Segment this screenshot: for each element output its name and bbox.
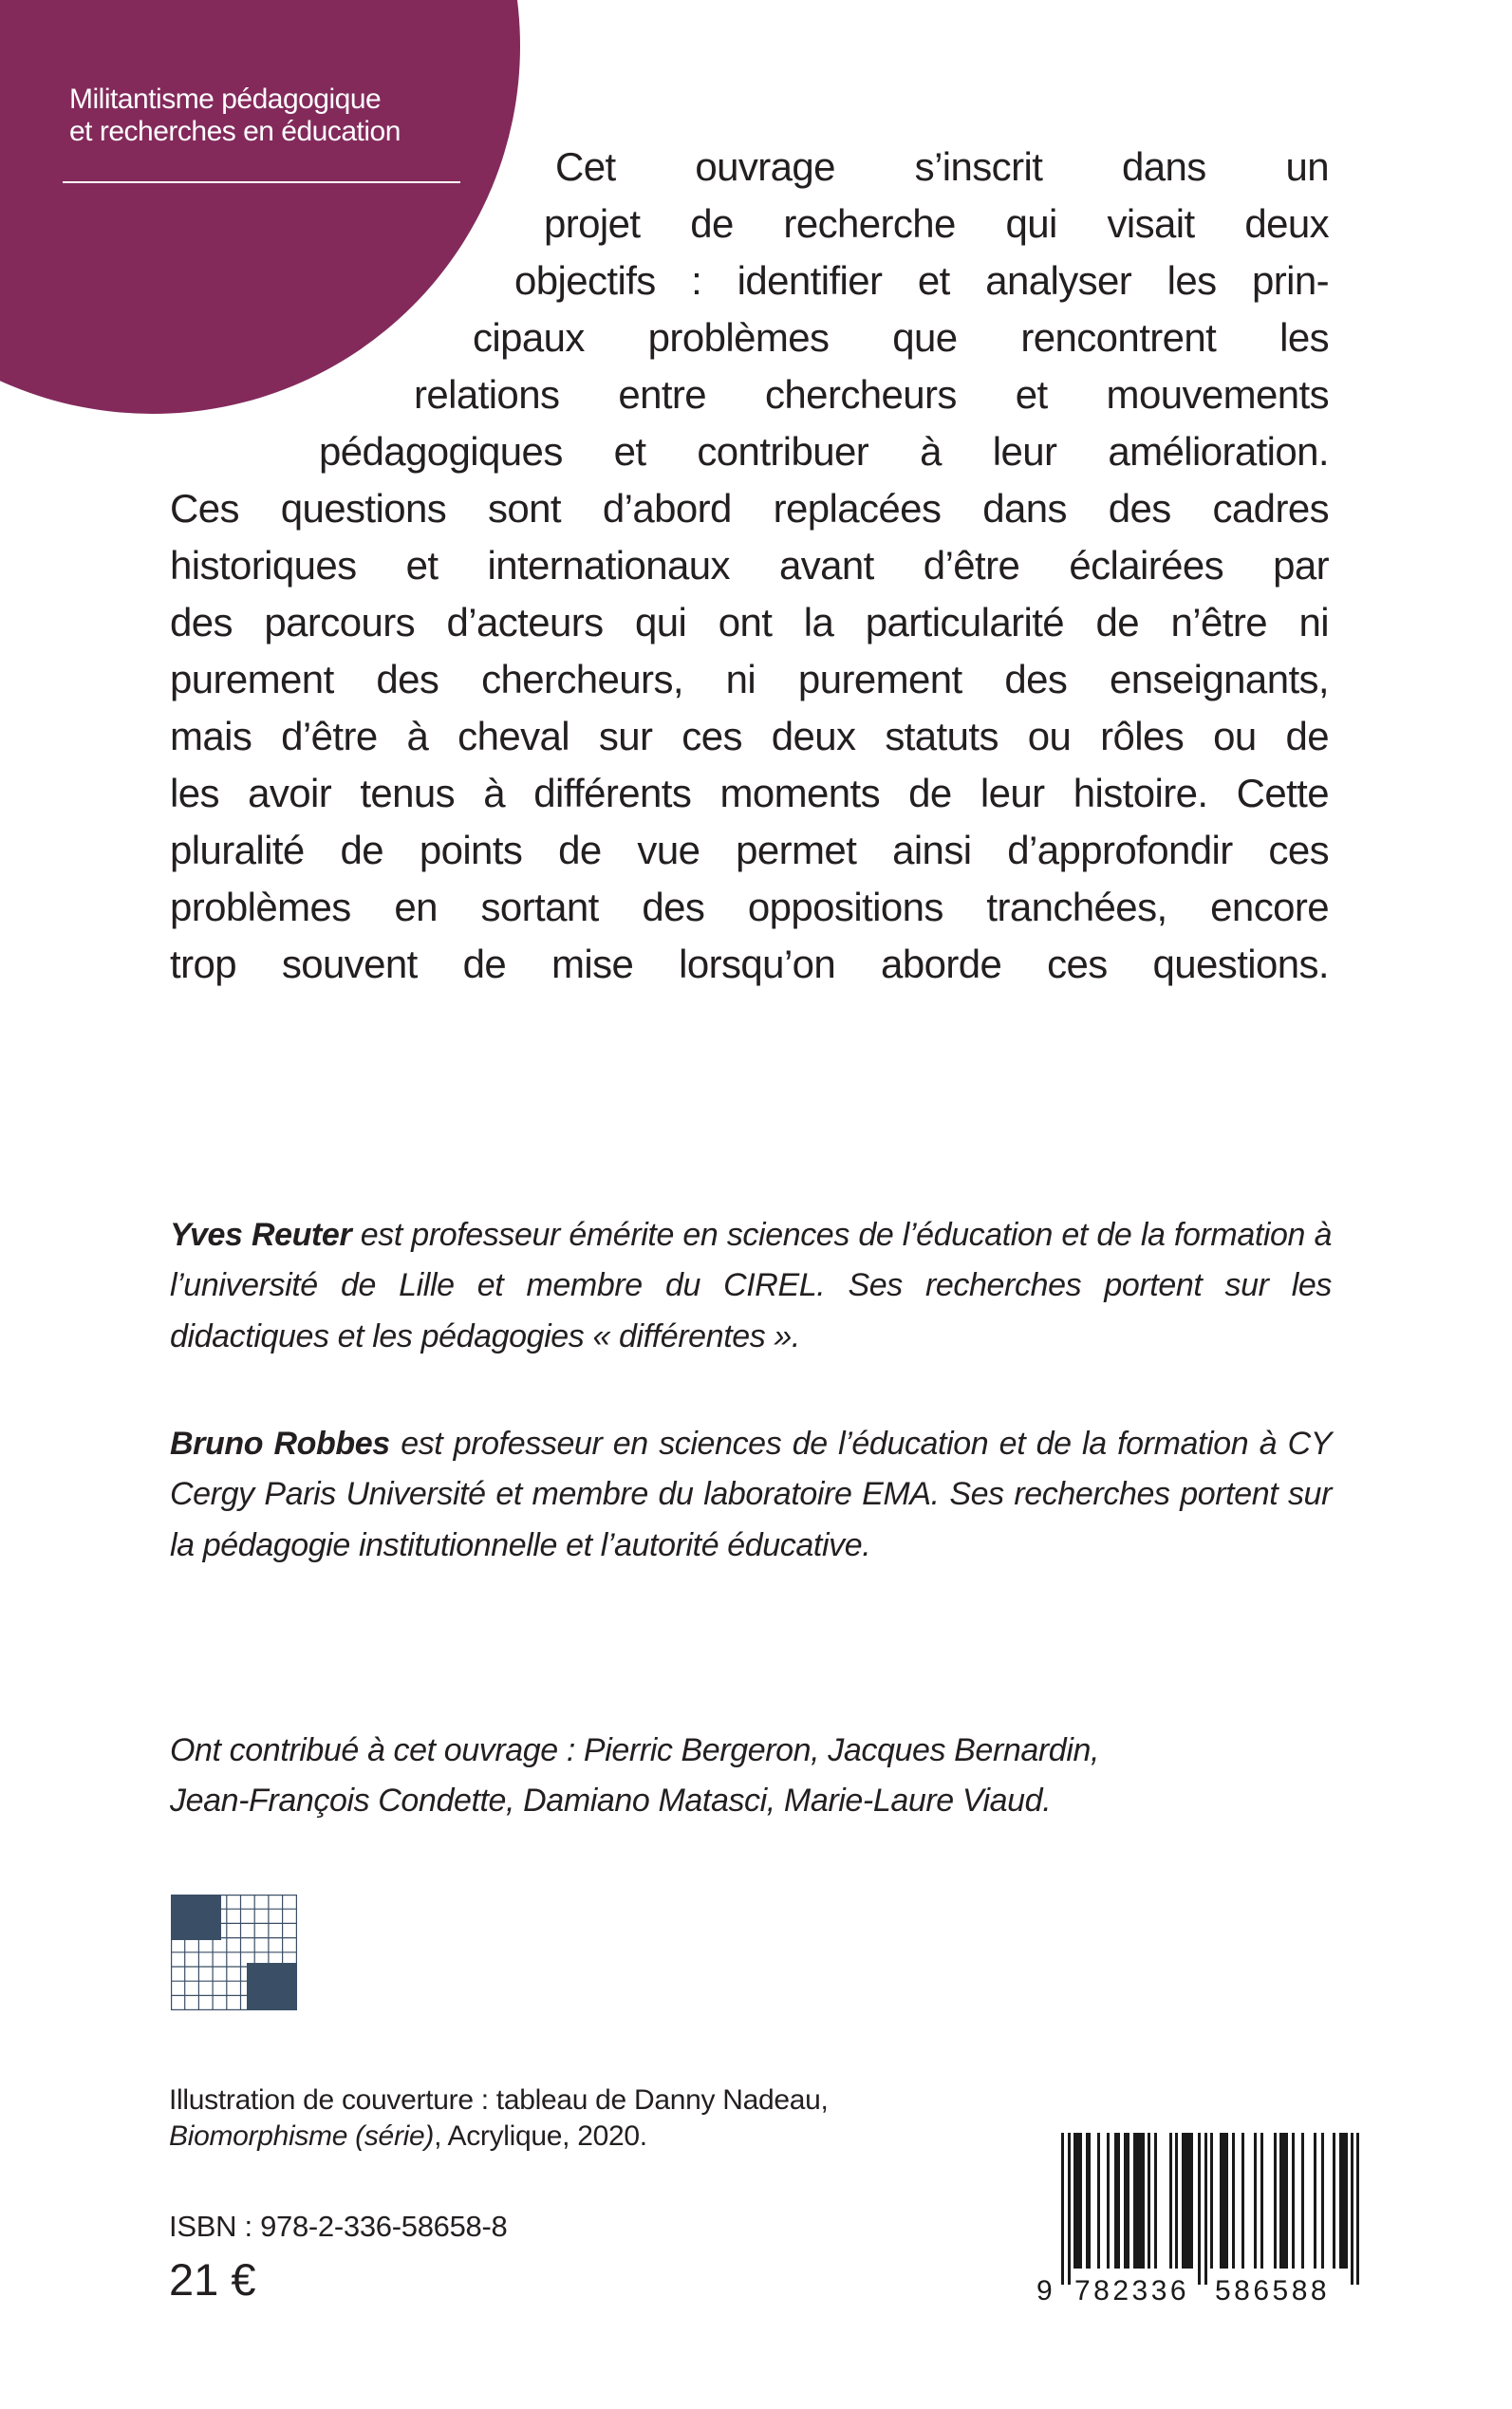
- contributors: [170, 1726, 1332, 1826]
- blurb-line: Ces questions sont d’abord replacées dans des cadres: [170, 486, 1329, 531]
- author-bio-text: est professeur émérite en sciences de l’éducation et de la formation à l’université de Lille et membre du CIREL. Ses recherches portent sur les didactiques et les pédagogies « différentes ».: [170, 1217, 1333, 1354]
- series-circle-badge: [0, 0, 520, 414]
- series-title-line-1: Militantisme pédagogique: [69, 84, 382, 115]
- artwork-title: Biomorphisme (série): [169, 2120, 435, 2152]
- blurb-line: des parcours d’acteurs qui ont la particularité de n’être ni: [170, 600, 1329, 644]
- author-name: Bruno Robbes: [170, 1426, 390, 1462]
- author-name: Yves Reuter: [170, 1217, 352, 1253]
- blurb-line: mais d’être à cheval sur ces deux statuts ou rôles ou de: [170, 714, 1329, 758]
- credit-line-1: Illustration de couverture : tableau de Danny Nadeau,: [169, 2084, 829, 2116]
- ean13-barcode-icon: [1036, 2129, 1359, 2309]
- price: 21 €: [169, 2254, 256, 2305]
- blurb-line: projet de recherche qui visait deux: [544, 201, 1329, 246]
- blurb-line: historiques et internationaux avant d’être éclairées par: [170, 543, 1329, 588]
- blurb-line: Cet ouvrage s’inscrit dans un: [555, 144, 1329, 189]
- author-bio-robbes: [170, 1419, 1332, 1571]
- series-divider: [63, 181, 460, 183]
- contributors-line-1: Ont contribué à cet ouvrage : Pierric Bergeron, Jacques Bernardin,: [170, 1732, 1100, 1768]
- contributors-line-2: Jean-François Condette, Damiano Matasci, Marie-Laure Viaud.: [170, 1783, 1052, 1819]
- publisher-grid-logo-icon: [171, 1895, 297, 2010]
- blurb-line: problèmes en sortant des oppositions tranchées, encore: [170, 885, 1329, 929]
- blurb-line: pédagogiques et contribuer à leur amélioration.: [319, 429, 1329, 474]
- credit-line-2-rest: , Acrylique, 2020.: [434, 2120, 647, 2152]
- blurb-line: cipaux problèmes que rencontrent les: [473, 315, 1329, 360]
- isbn: ISBN : 978-2-336-58658-8: [169, 2210, 508, 2243]
- series-title-line-2: et recherches en éducation: [69, 116, 401, 147]
- author-bio-text: est professeur en sciences de l’éducation et de la formation à CY Cergy Paris Université et membre du laboratoire EMA. Ses recherches portent sur la pédagogie institutionnelle et l’autorité éducative.: [170, 1426, 1333, 1563]
- blurb-line: objectifs : identifier et analyser les prin-: [514, 258, 1329, 303]
- blurb-line: purement des chercheurs, ni purement des enseignants,: [170, 657, 1329, 701]
- barcode-digits-left: 782336: [1074, 2275, 1190, 2306]
- credit-line-2: [169, 2119, 829, 2155]
- series-title: [69, 84, 468, 148]
- blurb-line: relations entre chercheurs et mouvements: [414, 372, 1329, 417]
- blurb-line: trop souvent de mise lorsqu’on aborde ces questions.: [170, 942, 1329, 986]
- barcode-digits-right: 586588: [1215, 2275, 1331, 2306]
- author-bio-reuter: [170, 1210, 1332, 1362]
- blurb-line: pluralité de points de vue permet ainsi d’approfondir ces: [170, 828, 1329, 872]
- cover-illustration-credit: [169, 2082, 829, 2155]
- barcode-digit-first: 9: [1036, 2275, 1053, 2306]
- blurb-line: les avoir tenus à différents moments de leur histoire. Cette: [170, 771, 1329, 815]
